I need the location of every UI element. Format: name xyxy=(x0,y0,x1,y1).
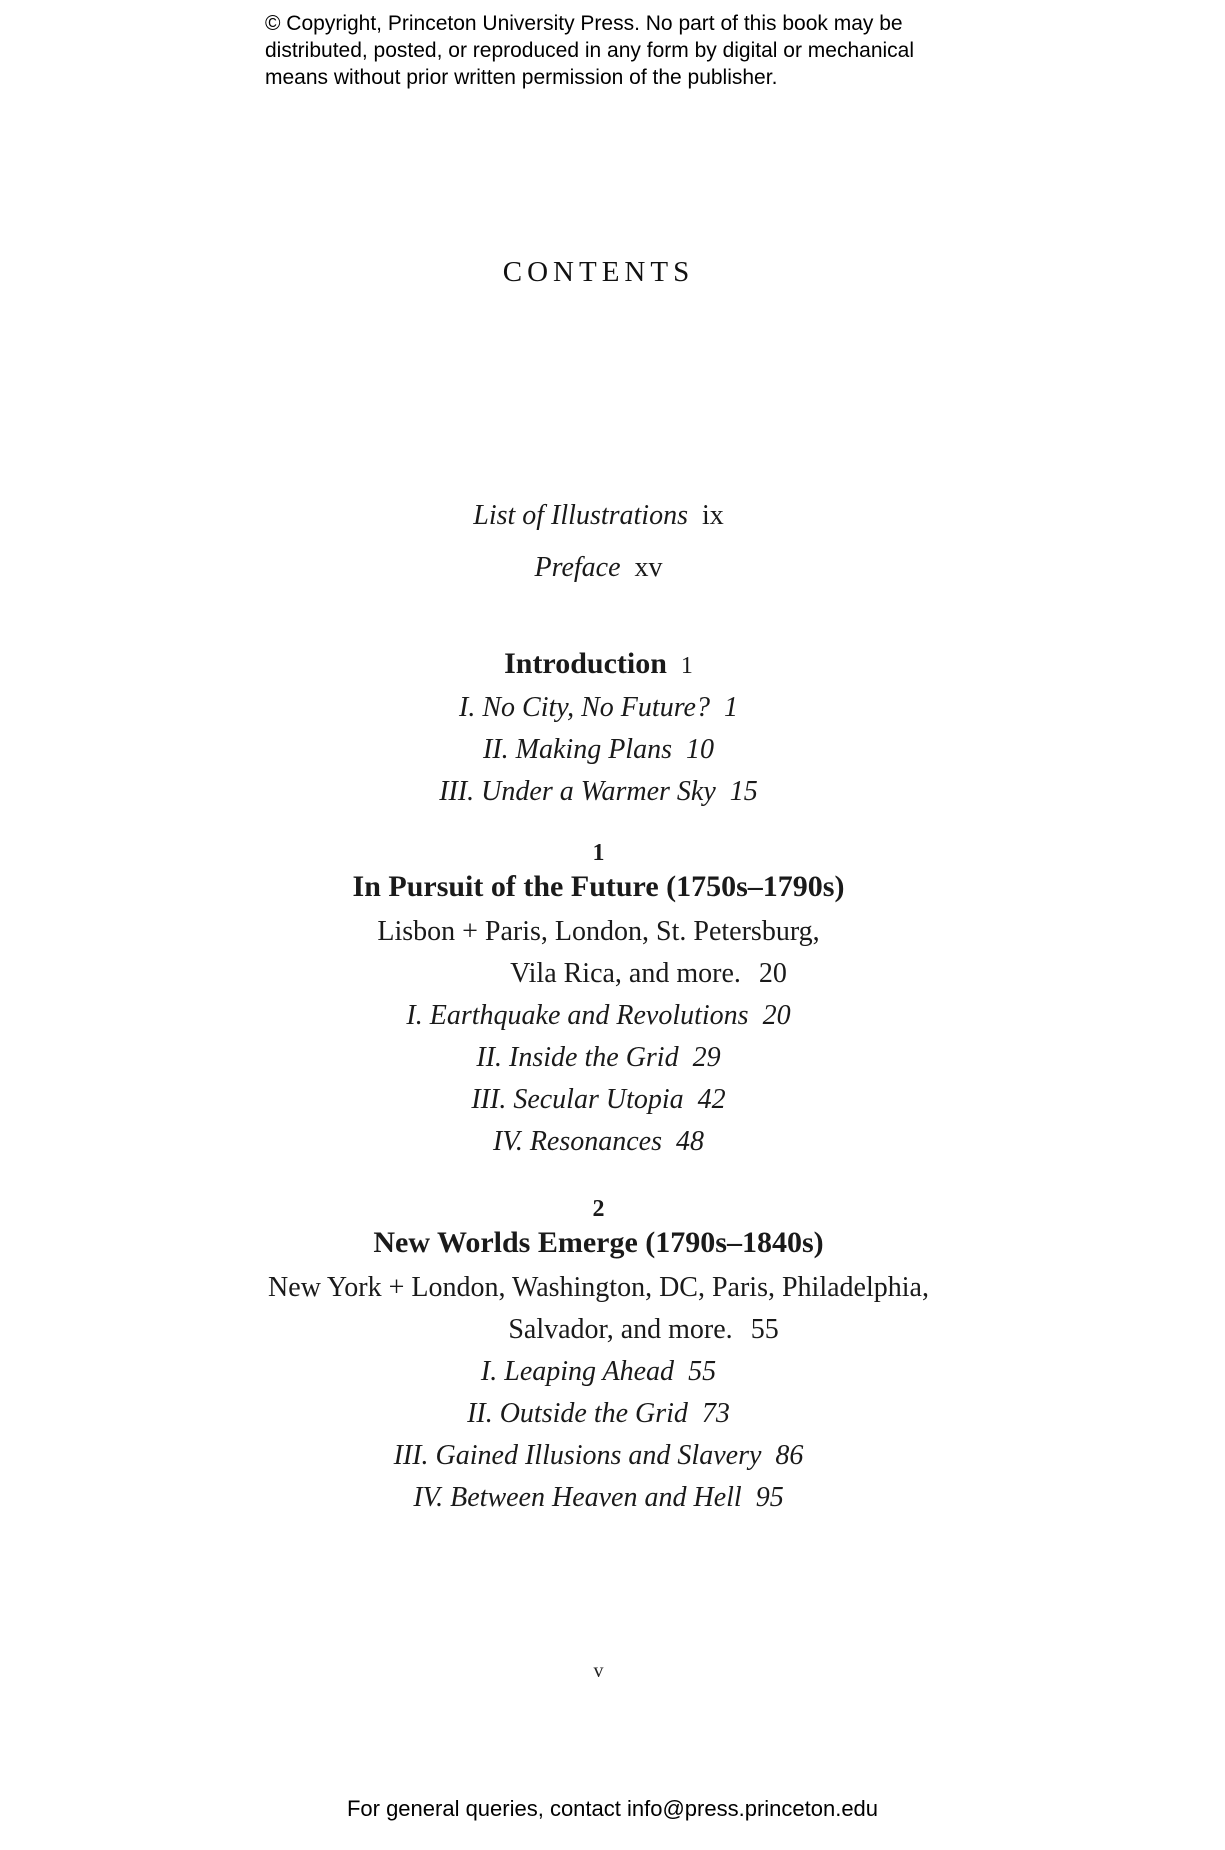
toc-section-page: 42 xyxy=(697,1084,726,1115)
toc-section[interactable] xyxy=(0,1398,1197,1430)
chapter-places: Lisbon + Paris, London, St. Petersburg, xyxy=(377,916,820,947)
toc-entry-page: ix xyxy=(701,500,724,531)
toc-entry-label: List of Illustrations xyxy=(473,500,688,531)
toc-entry-preface[interactable] xyxy=(0,552,1197,584)
toc-section[interactable] xyxy=(0,692,1197,724)
chapter-places-text: Vila Rica, and more. xyxy=(510,958,741,989)
toc-section-page: 1 xyxy=(723,692,738,723)
chapter-places-continued xyxy=(0,958,1225,990)
copyright-line: means without prior written permission of the publisher. xyxy=(265,66,778,89)
toc-section-page: 73 xyxy=(701,1398,730,1429)
chapter-page: 55 xyxy=(750,1314,779,1345)
toc-section-page: 10 xyxy=(685,734,714,765)
toc-section[interactable] xyxy=(0,1000,1197,1032)
toc-section-label: I. No City, No Future? xyxy=(459,692,710,723)
toc-section-label: III. Secular Utopia xyxy=(471,1084,684,1115)
toc-section[interactable] xyxy=(0,1126,1197,1158)
copyright-line: distributed, posted, or reproduced in any form by digital or mechanical xyxy=(265,39,915,62)
copyright-notice xyxy=(265,10,985,91)
toc-entry-label: Preface xyxy=(534,552,621,583)
toc-section-label: II. Inside the Grid xyxy=(476,1042,679,1073)
toc-section-label: IV. Resonances xyxy=(493,1126,662,1157)
toc-entry-label: Introduction xyxy=(504,647,667,680)
chapter-places-text: Salvador, and more. xyxy=(508,1314,733,1345)
toc-entry-page: 1 xyxy=(680,653,693,679)
footer-contact: For general queries, contact info@press.princeton.edu xyxy=(346,1796,879,1821)
toc-section[interactable] xyxy=(0,1042,1197,1074)
toc-entry-list-of-illustrations[interactable] xyxy=(0,500,1197,532)
toc-section-page: 86 xyxy=(775,1440,804,1471)
toc-section[interactable] xyxy=(0,1482,1197,1514)
toc-section[interactable] xyxy=(0,734,1197,766)
chapter-title[interactable]: In Pursuit of the Future (1750s–1790s) xyxy=(352,870,845,903)
chapter-page: 20 xyxy=(758,958,787,989)
chapter-number: 2 xyxy=(592,1196,605,1222)
toc-section-page: 29 xyxy=(692,1042,721,1073)
toc-section[interactable] xyxy=(0,1084,1197,1116)
toc-section[interactable] xyxy=(0,1440,1197,1472)
toc-section-label: I. Earthquake and Revolutions xyxy=(406,1000,749,1031)
toc-entry-page: xv xyxy=(634,552,663,583)
toc-entry-introduction[interactable] xyxy=(0,647,1197,681)
toc-section-label: III. Under a Warmer Sky xyxy=(439,776,716,807)
toc-section-page: 55 xyxy=(688,1356,717,1387)
toc-section-label: III. Gained Illusions and Slavery xyxy=(393,1440,762,1471)
page-title: CONTENTS xyxy=(502,256,695,288)
toc-section-page: 95 xyxy=(755,1482,784,1513)
page-folio: v xyxy=(593,1660,604,1682)
chapter-places-continued xyxy=(0,1314,1225,1346)
chapter-places: New York + London, Washington, DC, Paris, Philadelphia, xyxy=(268,1272,929,1303)
toc-section-label: IV. Between Heaven and Hell xyxy=(413,1482,742,1513)
toc-section-page: 15 xyxy=(729,776,758,807)
toc-section-page: 20 xyxy=(762,1000,791,1031)
toc-section-page: 48 xyxy=(676,1126,704,1157)
toc-section[interactable] xyxy=(0,776,1197,808)
chapter-number: 1 xyxy=(592,840,605,866)
toc-section-label: I. Leaping Ahead xyxy=(480,1356,675,1387)
toc-section-label: II. Outside the Grid xyxy=(467,1398,688,1429)
chapter-title[interactable]: New Worlds Emerge (1790s–1840s) xyxy=(373,1226,824,1259)
toc-section[interactable] xyxy=(0,1356,1197,1388)
toc-section-label: II. Making Plans xyxy=(483,734,672,765)
copyright-line: © Copyright, Princeton University Press. No part of this book may be xyxy=(265,12,903,35)
